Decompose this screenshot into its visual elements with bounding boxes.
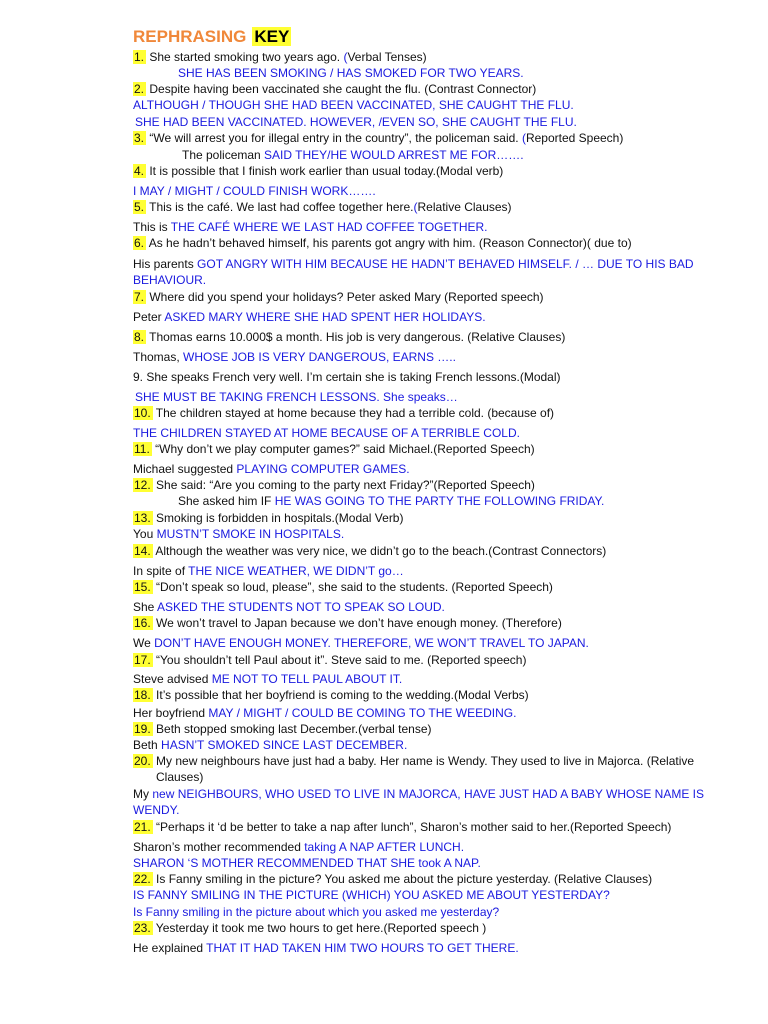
answer-text: ASKED MARY WHERE SHE HAD SPENT HER HOLIDAYS.	[164, 310, 486, 324]
prompt-text: Yesterday it took me two hours to get here.(Reported speech )	[152, 921, 487, 935]
text-line	[133, 200, 512, 216]
item-number-highlight: 3.	[134, 131, 145, 145]
prompt-text: Relative Clauses)	[417, 200, 512, 214]
text-line	[133, 544, 606, 560]
item-number-highlight: 18.	[134, 688, 151, 702]
answer-text: I MAY / MIGHT / COULD FINISH WORK…….	[133, 184, 376, 198]
answer-text: SHE HAS BEEN SMOKING / HAS SMOKED FOR TWO YEARS.	[178, 66, 524, 80]
text-line	[133, 921, 486, 937]
prompt-text: Clauses)	[156, 770, 204, 784]
text-line	[133, 330, 565, 346]
prompt-text: Her boyfriend	[133, 706, 209, 720]
text-line	[133, 164, 503, 180]
text-line	[133, 511, 403, 527]
prompt-text: The children stayed at home because they had a terrible cold. (because of)	[152, 406, 555, 420]
prompt-text: Is Fanny smiling in the picture? You asked me about the picture yesterday. (Relative Clauses)	[152, 872, 653, 886]
text-line	[133, 688, 529, 704]
prompt-text: She started smoking two years ago.	[146, 50, 344, 64]
prompt-text: He explained	[133, 941, 207, 955]
prompt-text: “Perhaps it ‘d be better to take a nap after lunch”, Sharon’s mother said to her.(Reported Speech)	[152, 820, 672, 834]
prompt-text: She speaks French very well. I’m certain she is taking French lessons.(Modal)	[143, 370, 561, 384]
answer-text: THE CHILDREN STAYED AT HOME BECAUSE OF A TERRIBLE COLD.	[133, 426, 520, 440]
item-number-highlight: 14.	[134, 544, 151, 558]
answer-text: (	[413, 200, 418, 214]
prompt-text: Smoking is forbidden in hospitals.(Modal Verb)	[152, 511, 404, 525]
text-line	[133, 616, 562, 632]
title-rephrasing: REPHRASING	[133, 27, 247, 46]
text-line	[133, 754, 694, 770]
prompt-text: “We will arrest you for illegal entry in the country”, the policeman said.	[146, 131, 522, 145]
text-line	[133, 220, 488, 236]
item-number-highlight: 1.	[134, 50, 145, 64]
text-line	[133, 564, 404, 580]
prompt-text: This is the café. We last had coffee together here.	[146, 200, 414, 214]
item-number-highlight: 15.	[134, 580, 151, 594]
prompt-text: In spite of	[133, 564, 189, 578]
answer-text: GOT ANGRY WITH HIM BECAUSE HE HADN’T BEHAVED HIMSELF. / … DUE TO HIS BAD	[197, 257, 694, 271]
prompt-text: The policeman	[182, 148, 265, 162]
answer-text: DON’T HAVE ENOUGH MONEY. THEREFORE, WE WON’T TRAVEL TO JAPAN.	[154, 636, 589, 650]
prompt-text: This is	[133, 220, 171, 234]
answer-text: SHE HAD BEEN VACCINATED. HOWEVER, /EVEN SO, SHE CAUGHT THE FLU.	[135, 115, 577, 129]
item-number-highlight: 8.	[134, 330, 145, 344]
prompt-text: His parents	[133, 257, 198, 271]
prompt-text: Although the weather was very nice, we didn’t go to the beach.(Contrast Connectors)	[152, 544, 607, 558]
answer-text: BEHAVIOUR.	[133, 273, 207, 287]
text-line	[133, 462, 410, 478]
text-line	[133, 722, 432, 738]
text-line	[133, 426, 520, 442]
prompt-text: Peter	[133, 310, 165, 324]
answer-text: taking A NAP AFTER LUNCH.	[304, 840, 465, 854]
prompt-text: It’s possible that her boyfriend is coming to the wedding.(Modal Verbs)	[152, 688, 529, 702]
text-line	[133, 406, 554, 422]
answer-text: Is Fanny smiling in the picture about which you asked me yesterday?	[133, 905, 500, 919]
text-line	[133, 856, 481, 872]
text-line	[133, 184, 376, 200]
item-number-highlight: 22.	[134, 872, 151, 886]
prompt-text: She said: “Are you coming to the party next Friday?”(Reported Speech)	[152, 478, 535, 492]
text-line	[133, 653, 526, 669]
answer-text: THAT IT HAD TAKEN HIM TWO HOURS TO GET THERE.	[206, 941, 519, 955]
answer-text: MUSTN’T SMOKE IN HOSPITALS.	[156, 527, 345, 541]
prompt-text: Verbal Tenses)	[347, 50, 427, 64]
text-line	[133, 273, 206, 289]
text-line	[133, 787, 704, 803]
item-number-highlight: 12.	[134, 478, 151, 492]
text-line	[178, 66, 524, 82]
item-number-highlight: 6.	[134, 236, 145, 250]
prompt-text: Michael suggested	[133, 462, 237, 476]
answer-text: SAID THEY/HE WOULD ARREST ME FOR…….	[264, 148, 524, 162]
prompt-text: Sharon’s mother recommended	[133, 840, 305, 854]
answer-text: IS FANNY SMILING IN THE PICTURE (WHICH) YOU ASKED ME ABOUT YESTERDAY?	[133, 888, 610, 902]
answer-text: THE CAFÉ WHERE WE LAST HAD COFFEE TOGETHER.	[170, 220, 488, 234]
text-line	[133, 600, 445, 616]
prompt-text: My	[133, 787, 153, 801]
text-line	[133, 442, 535, 458]
prompt-text: As he hadn’t behaved himself, his parents got angry with him. (Reason Connector)( due to)	[146, 236, 632, 250]
item-number-highlight: 10.	[134, 406, 151, 420]
text-line	[178, 494, 604, 510]
prompt-text: Despite having been vaccinated she caught the flu. (Contrast Connector)	[146, 82, 537, 96]
text-line	[133, 941, 519, 957]
text-line	[133, 98, 574, 114]
prompt-text: Thomas earns 10.000$ a month. His job is very dangerous. (Relative Clauses)	[146, 330, 566, 344]
text-line	[133, 290, 544, 306]
item-number-highlight: 17.	[134, 653, 151, 667]
text-line	[133, 478, 535, 494]
answer-text: WHOSE JOB IS VERY DANGEROUS, EARNS …..	[183, 350, 456, 364]
text-line	[133, 580, 553, 596]
text-line	[133, 738, 407, 754]
prompt-text: Beth stopped smoking last December.(verbal tense)	[152, 722, 432, 736]
prompt-text: Thomas,	[133, 350, 184, 364]
answer-text: SHE MUST BE TAKING FRENCH LESSONS. She speaks…	[135, 390, 458, 404]
answer-text: new NEIGHBOURS, WHO USED TO LIVE IN MAJORCA, HAVE JUST HAD A BABY WHOSE NAME IS	[152, 787, 705, 801]
prompt-text: She	[133, 600, 158, 614]
prompt-text: Where did you spend your holidays? Peter asked Mary (Reported speech)	[146, 290, 544, 304]
text-line	[133, 350, 456, 366]
text-line	[182, 148, 524, 164]
prompt-text: Reported Speech)	[525, 131, 624, 145]
item-number-highlight: 19.	[134, 722, 151, 736]
item-number: 9.	[133, 370, 144, 384]
text-line	[133, 50, 427, 66]
item-number-highlight: 23.	[134, 921, 151, 935]
title-key-highlight: KEY	[254, 27, 290, 46]
text-line	[133, 310, 486, 326]
prompt-text: My new neighbours have just had a baby. Her name is Wendy. They used to live in Majorca. (Relative	[152, 754, 695, 768]
text-line	[133, 840, 464, 856]
prompt-text: “You shouldn’t tell Paul about it”. Steve said to me. (Reported speech)	[152, 653, 527, 667]
prompt-text: It is possible that I finish work earlier than usual today.(Modal verb)	[146, 164, 504, 178]
answer-text: HASN’T SMOKED SINCE LAST DECEMBER.	[161, 738, 408, 752]
text-line	[135, 390, 458, 406]
text-line	[133, 527, 344, 543]
prompt-text: She asked him IF	[178, 494, 275, 508]
item-number-highlight: 7.	[134, 290, 145, 304]
text-line	[133, 905, 499, 921]
item-number-highlight: 2.	[134, 82, 145, 96]
answer-text: ME NOT TO TELL PAUL ABOUT IT.	[211, 672, 403, 686]
answer-text: PLAYING COMPUTER GAMES.	[236, 462, 410, 476]
item-number-highlight: 16.	[134, 616, 151, 630]
item-number-highlight: 21.	[134, 820, 151, 834]
answer-text: WENDY.	[133, 803, 180, 817]
text-line	[133, 236, 632, 252]
answer-text: HE WAS GOING TO THE PARTY THE FOLLOWING FRIDAY.	[274, 494, 605, 508]
text-line	[133, 820, 671, 836]
prompt-text: “Why don’t we play computer games?” said Michael.(Reported Speech)	[151, 442, 535, 456]
text-line	[135, 115, 577, 131]
text-line	[133, 82, 536, 98]
text-line	[133, 803, 179, 819]
text-line	[133, 370, 561, 386]
item-number-highlight: 20.	[134, 754, 151, 768]
page-title	[133, 26, 291, 48]
text-line	[133, 872, 652, 888]
text-line	[133, 706, 516, 722]
text-line	[133, 131, 623, 147]
answer-text: (	[343, 50, 348, 64]
answer-text: THE NICE WEATHER, WE DIDN’T go…	[188, 564, 404, 578]
item-number-highlight: 13.	[134, 511, 151, 525]
prompt-text: We	[133, 636, 155, 650]
text-line	[156, 770, 203, 786]
prompt-text: Beth	[133, 738, 162, 752]
answer-text: ASKED THE STUDENTS NOT TO SPEAK SO LOUD.	[157, 600, 445, 614]
item-number-highlight: 11.	[134, 442, 150, 456]
answer-text: MAY / MIGHT / COULD BE COMING TO THE WEEDING.	[208, 706, 517, 720]
prompt-text: “Don’t speak so loud, please”, she said to the students. (Reported Speech)	[152, 580, 553, 594]
prompt-text: You	[133, 527, 157, 541]
text-line	[133, 257, 694, 273]
text-line	[133, 636, 589, 652]
answer-text: ALTHOUGH / THOUGH SHE HAD BEEN VACCINATED, SHE CAUGHT THE FLU.	[133, 98, 574, 112]
text-line	[133, 672, 402, 688]
answer-text: SHARON ‘S MOTHER RECOMMENDED THAT SHE took A NAP.	[133, 856, 481, 870]
answer-text: (	[521, 131, 526, 145]
text-line	[133, 888, 610, 904]
prompt-text: We won’t travel to Japan because we don’t have enough money. (Therefore)	[152, 616, 562, 630]
prompt-text: Steve advised	[133, 672, 212, 686]
item-number-highlight: 4.	[134, 164, 145, 178]
item-number-highlight: 5.	[134, 200, 145, 214]
